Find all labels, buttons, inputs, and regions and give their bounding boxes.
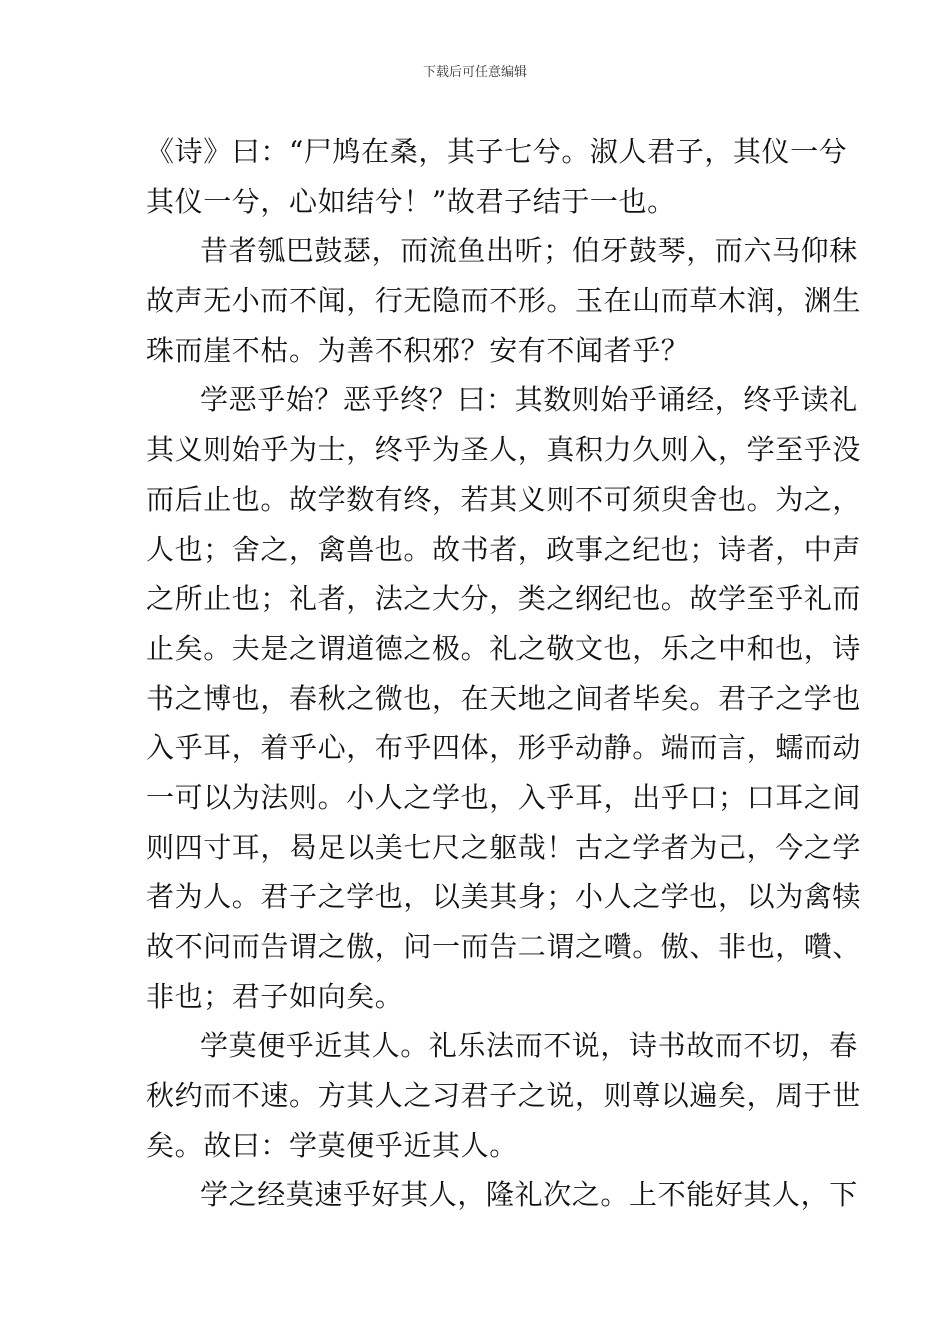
text-line: 入乎耳，着乎心，布乎四体，形乎动静。端而言，蠕而动 — [146, 731, 862, 765]
text-line: 非也；君子如向矣。 — [146, 979, 404, 1013]
text-line: 故不问而告谓之傲，问一而告二谓之囋。傲、非也，囋、 — [146, 930, 862, 963]
text-line: 秋约而不速。方其人之习君子之说，则尊以遍矣，周于世 — [146, 1079, 862, 1113]
text-line: 学恶乎始？恶乎终？曰：其数则始乎诵经，终乎读礼 — [200, 383, 858, 417]
text-line: 《诗》曰：“尸鸠在桑，其子七兮。淑人君子，其仪一兮 — [146, 135, 848, 168]
text-line: 则四寸耳，曷足以美七尺之躯哉！古之学者为己，今之学 — [146, 830, 862, 864]
text-line: 其仪一兮，心如结兮！”故君子结于一也。 — [146, 184, 676, 218]
text-line: 矣。故曰：学莫便乎近其人。 — [146, 1128, 518, 1162]
text-line: 一可以为法则。小人之学也，入乎耳，出乎口；口耳之间 — [146, 780, 862, 814]
text-line: 者为人。君子之学也，以美其身；小人之学也，以为禽犊 — [146, 880, 862, 914]
text-line: 人也；舍之，禽兽也。故书者，政事之纪也；诗者，中声 — [146, 532, 862, 566]
text-line: 之所止也；礼者，法之大分，类之纲纪也。故学至乎礼而 — [146, 582, 862, 616]
body-text — [146, 127, 862, 1220]
text-line: 而后止也。故学数有终，若其义则不可须臾舍也。为之， — [146, 482, 862, 516]
text-line: 珠而崖不枯。为善不积邪？安有不闻者乎？ — [146, 333, 690, 367]
text-line: 止矣。夫是之谓道德之极。礼之敬文也，乐之中和也，诗 — [146, 631, 862, 665]
text-line: 昔者瓠巴鼓瑟，而流鱼出听；伯牙鼓琴，而六马仰秣 — [200, 234, 858, 268]
text-line: 学莫便乎近其人。礼乐法而不说，诗书故而不切，春 — [200, 1029, 858, 1063]
page-header: 下载后可任意编辑 — [422, 65, 527, 80]
text-line: 故声无小而不闻，行无隐而不形。玉在山而草木润，渊生 — [146, 284, 862, 318]
text-line: 其义则始乎为士，终乎为圣人，真积力久则入，学至乎没 — [146, 433, 862, 467]
text-line: 书之博也，春秋之微也，在天地之间者毕矣。君子之学也 — [146, 681, 862, 715]
text-line: 学之经莫速乎好其人，隆礼次之。上不能好其人，下 — [200, 1178, 858, 1212]
